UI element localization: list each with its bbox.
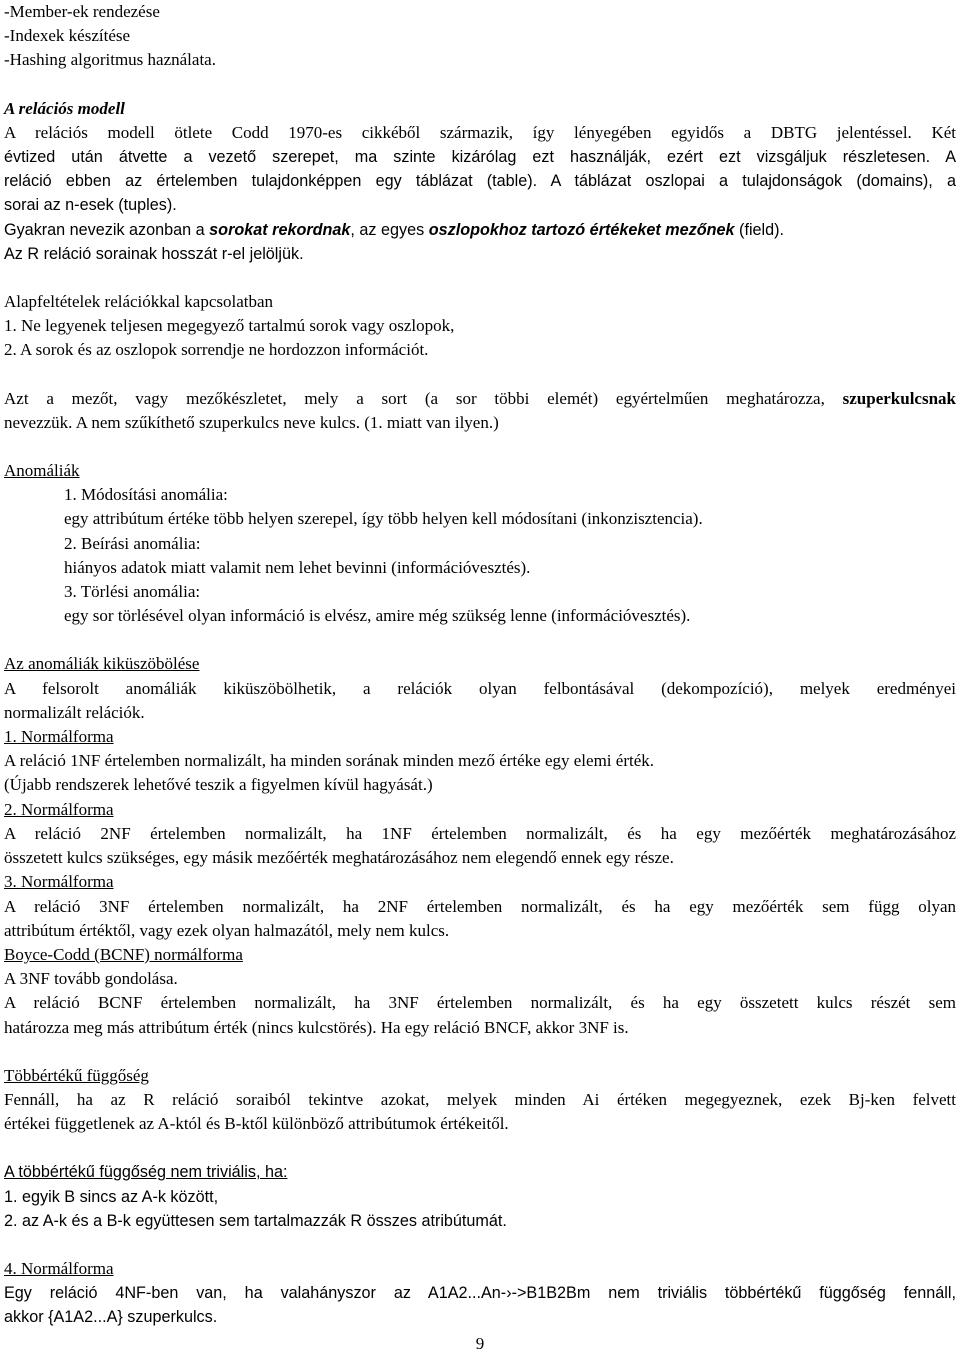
paragraph-line: akkor {A1A2...A} szuperkulcs. xyxy=(4,1308,218,1327)
emphasis-superkey: szuperkulcsnak xyxy=(842,388,956,408)
section-heading-elimination: Az anomáliák kiküszöbölése xyxy=(4,654,200,674)
list-item: -Hashing algoritmus haználata. xyxy=(4,50,216,70)
paragraph-line xyxy=(4,169,956,193)
text-run: (field). xyxy=(734,220,785,239)
paragraph-line: A felsorolt anomáliák kiküszöbölhetik, a relációk olyan felbontásával (dekompozíció), melyek eredményei xyxy=(4,678,956,698)
section-heading-relational: A relációs modell xyxy=(4,98,125,118)
list-item: 1. egyik B sincs az A-k között, xyxy=(4,1187,219,1206)
section-heading-4nf: 4. Normálforma xyxy=(4,1258,114,1278)
section-heading-anomalies: Anomáliák xyxy=(4,461,80,481)
section-heading-2nf: 2. Normálforma xyxy=(4,799,114,819)
anomaly-text: egy sor törlésével olyan információ is elvész, amire még szükség lenne (információvesztés). xyxy=(64,606,691,626)
paragraph-line: Az R reláció sorainak hosszát r-el jelöljük. xyxy=(4,244,304,263)
paragraph-line: értékei függetlenek az A-któl és B-ktől különböző attribútumok értékeitől. xyxy=(4,1114,509,1134)
paragraph-line: Egy reláció 4NF-ben van, ha valahányszor az A1A2...An-›->B1B2Bm nem triviális többértékű függőség fennáll, xyxy=(4,1284,956,1303)
paragraph-line xyxy=(4,218,956,242)
section-heading-nontrivial: A többértékű függőség nem triviális, ha: xyxy=(4,1163,288,1182)
paragraph-line: A reláció 2NF értelemben normalizált, ha 1NF értelemben normalizált, és ha egy mezőérték meghatározásához xyxy=(4,823,956,843)
paragraph-line: Fennáll, ha az R reláció soraiból tekintve azokat, melyek minden Ai értéken megegyeznek, ezek Bj-ken felvett xyxy=(4,1089,956,1109)
paragraph-line: A reláció 1NF értelemben normalizált, ha minden sorának minden mező értéke egy elemi érték. xyxy=(4,751,655,771)
section-heading-3nf: 3. Normálforma xyxy=(4,872,114,892)
anomaly-title: 1. Módosítási anomália: xyxy=(64,485,228,505)
list-item: -Indexek készítése xyxy=(4,26,131,46)
section-heading-assumptions: Alapfeltételek relációkkal kapcsolatban xyxy=(4,292,274,312)
paragraph-line: A relációs modell ötlete Codd 1970-es cikkéből származik, így lényegében egyidős a DBTG jelentéssel. Két xyxy=(4,122,956,142)
list-item: 2. A sorok és az oszlopok sorrendje ne hordozzon információt. xyxy=(4,340,429,360)
list-item: 2. az A-k és a B-k együttesen sem tartalmazzák R összes atribútumát. xyxy=(4,1211,507,1230)
paragraph-line: összetett kulcs szükséges, egy másik mezőérték meghatározásához nem elegendő ennek egy része. xyxy=(4,848,674,868)
anomaly-title: 3. Törlési anomália: xyxy=(64,582,201,602)
paragraph-line xyxy=(4,387,956,411)
anomaly-text: hiányos adatok miatt valamit nem lehet bevinni (információvesztés). xyxy=(64,557,531,577)
paragraph-line: A reláció 3NF értelemben normalizált, ha 2NF értelemben normalizált, és ha egy mezőérték sem függ olyan xyxy=(4,896,956,916)
section-heading-1nf: 1. Normálforma xyxy=(4,727,114,747)
paragraph-line: határozza meg más attribútum érték (nincs kulcstörés). Ha egy reláció BNCF, akkor 3NF is. xyxy=(4,1017,629,1037)
paragraph-line: attribútum értéktől, vagy ezek olyan halmazától, mely nem kulcs. xyxy=(4,920,450,940)
text-run: Azt a mezőt, vagy mezőkészletet, mely a sort (a sor többi elemét) egyértelműen meghatározza, xyxy=(4,388,843,408)
section-heading-bcnf: Boyce-Codd (BCNF) normálforma xyxy=(4,944,243,964)
page-number: 9 xyxy=(475,1334,485,1353)
anomaly-title: 2. Beírási anomália: xyxy=(64,533,201,553)
text-run: reláció ebben az értelemben tulajdonképpen egy táblázat (table). xyxy=(4,172,551,191)
anomaly-text: egy attribútum értéke több helyen szerepel, így több helyen kell módosítani (inkonzisztencia). xyxy=(64,509,703,529)
text-run: , az egyes xyxy=(350,220,429,239)
text-run: Gyakran nevezik azonban a xyxy=(4,220,210,239)
text-run: A táblázat oszlopai a tulajdonságok (domains), a xyxy=(550,172,956,191)
paragraph-line: évtized után átvette a vezető szerepet, ma szinte kizárólag ezt használják, ezért ezt vizsgáljuk részletesen. A xyxy=(4,148,956,167)
paragraph-line: normalizált relációk. xyxy=(4,702,145,722)
emphasis-rows-records: sorokat rekordnak xyxy=(209,220,351,239)
list-item: -Member-ek rendezése xyxy=(4,2,160,21)
paragraph-line: A reláció BCNF értelemben normalizált, ha 3NF értelemben normalizált, és ha egy összetett kulcs részét sem xyxy=(4,993,956,1013)
paragraph-line: (Újabb rendszerek lehetővé teszik a figyelmen kívül hagyását.) xyxy=(4,775,433,795)
paragraph-line: sorai az n-esek (tuples). xyxy=(4,196,177,215)
emphasis-columns-fields: oszlopokhoz tartozó értékeket mezőnek xyxy=(428,220,735,239)
paragraph-line: A 3NF tovább gondolása. xyxy=(4,969,178,989)
section-heading-mvd: Többértékű függőség xyxy=(4,1065,149,1085)
list-item: 1. Ne legyenek teljesen megegyező tartalmú sorok vagy oszlopok, xyxy=(4,316,455,336)
paragraph-line: nevezzük. A nem szűkíthető szuperkulcs neve kulcs. (1. miatt van ilyen.) xyxy=(4,412,499,432)
